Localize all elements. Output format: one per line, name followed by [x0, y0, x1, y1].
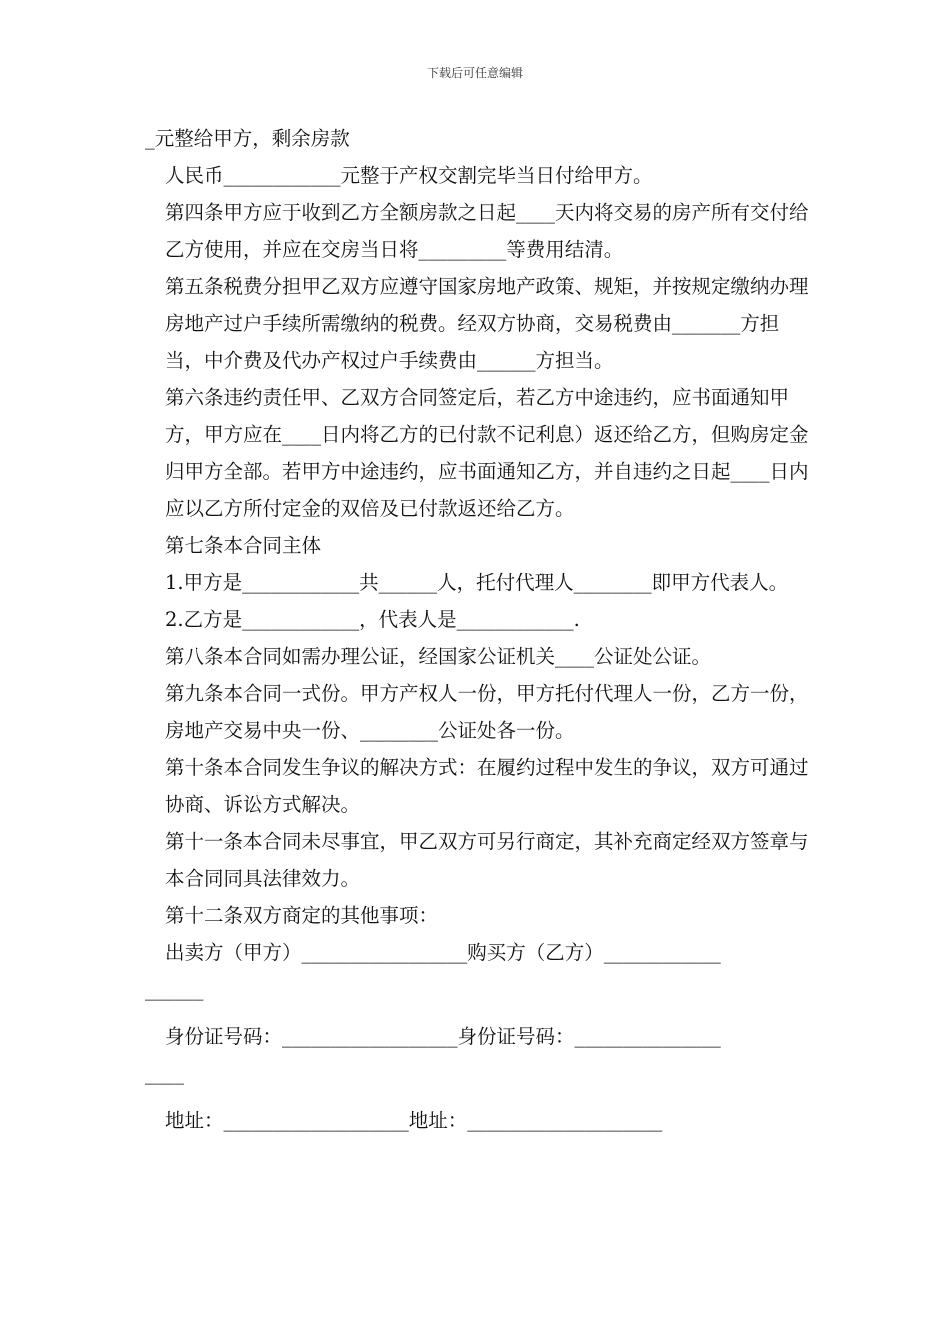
signature-block — [145, 934, 810, 1139]
article-12: 第十二条双方商定的其他事项： — [165, 904, 439, 927]
article-8: 第八条本合同如需办理公证，经国家公证机关____公证处公证。 — [165, 645, 712, 668]
contract-body — [145, 120, 810, 1139]
article-7-party-b: 2.乙方是____________，代表人是____________. — [165, 608, 580, 631]
article-7-party-a: 1.甲方是____________共______人，托付代理人________即甲方代表人。 — [165, 571, 789, 594]
article-11: 第十一条本合同未尽事宜，甲乙双方可另行商定，其补充商定经双方签章与本合同同具法律效力。 — [165, 830, 809, 890]
article-9: 第九条本合同一式份。甲方产权人一份，甲方托付代理人一份，乙方一份，房地产交易中央一份、________公证处各一份。 — [165, 682, 809, 742]
id-number-line-tail: ____ — [145, 1062, 184, 1085]
id-number-line: 身份证号码：__________________身份证号码：_______________ — [165, 1025, 721, 1048]
paragraph-payment-remainder: _元整给甲方，剩余房款 — [145, 127, 350, 150]
paragraph-rmb-amount: 人民币____________元整于产权交割完毕当日付给甲方。 — [165, 164, 653, 187]
article-4: 第四条甲方应于收到乙方全额房款之日起____天内将交易的房产所有交付给乙方使用，并应在交房当日将_________等费用结清。 — [165, 201, 809, 261]
article-7-title: 第七条本合同主体 — [165, 534, 322, 557]
seller-buyer-line: 出卖方（甲方）_________________购买方（乙方）____________ — [165, 941, 721, 964]
article-6: 第六条违约责任甲、乙双方合同签定后，若乙方中途违约，应书面通知甲方，甲方应在____日内将乙方的已付款不记利息）返还给乙方，但购房定金归甲方全部。若甲方中途违约，应书面通知乙方，并自违约之日起____日内应以乙方所付定金的双倍及已付款返还给乙方。 — [165, 386, 809, 520]
article-10: 第十条本合同发生争议的解决方式：在履约过程中发生的争议，双方可通过协商、诉讼方式解决。 — [165, 756, 809, 816]
article-5: 第五条税费分担甲乙双方应遵守国家房地产政策、规矩，并按规定缴纳办理房地产过户手续所需缴纳的税费。经双方协商，交易税费由_______方担当，中介费及代办产权过户手续费由______方担当。 — [165, 275, 809, 372]
seller-buyer-line-tail: ______ — [145, 978, 204, 1001]
page-header: 下载后可任意编辑 — [426, 66, 523, 80]
address-line: 地址：___________________地址：____________________ — [165, 1109, 663, 1132]
